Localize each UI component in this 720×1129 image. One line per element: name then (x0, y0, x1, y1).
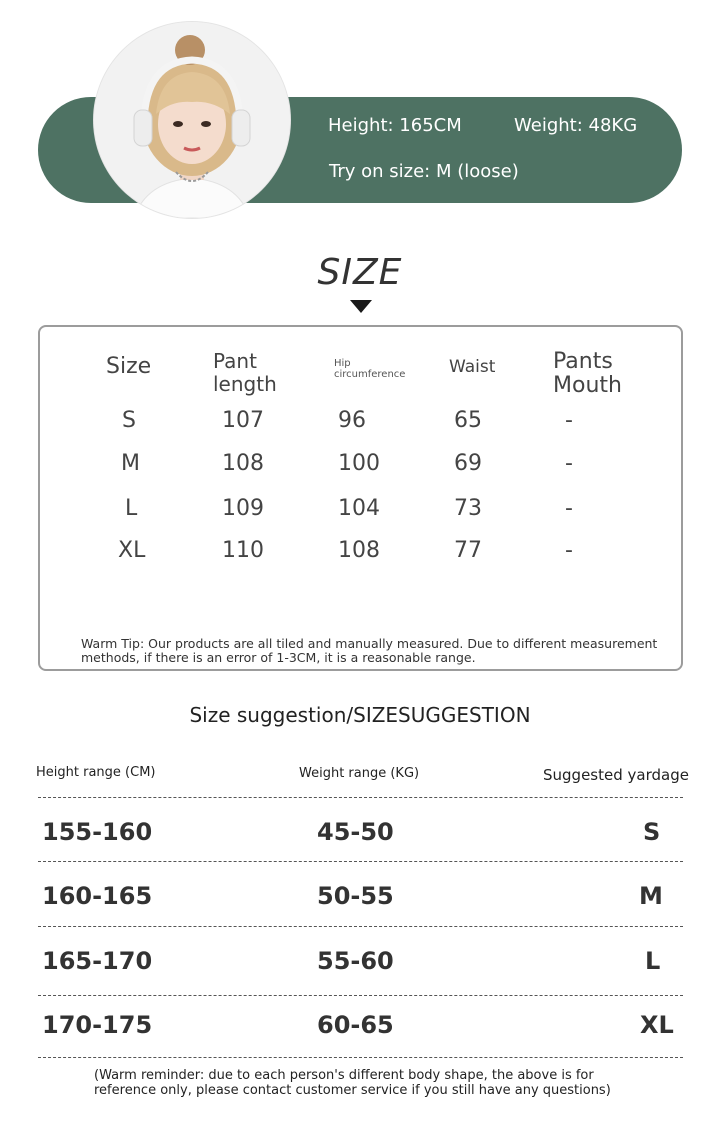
measurement-tip: Warm Tip: Our products are all tiled and manually measured. Due to different measurement methods, if there is an error of 1-3CM, it is a reasonable range. (81, 636, 658, 665)
header-height-range: Height range (CM) (36, 765, 156, 780)
size-header-hip: Hip circumference (334, 358, 406, 380)
table-cell-hip: 108 (338, 538, 380, 563)
suggestion-size-value: XL (640, 1011, 674, 1039)
warm-reminder: (Warm reminder: due to each person's different body shape, the above is for reference only, please contact customer service if you still have any questions) (94, 1068, 611, 1098)
table-cell-size: XL (118, 538, 146, 563)
table-cell-waist: 73 (454, 496, 482, 521)
table-cell-waist: 77 (454, 538, 482, 563)
table-cell-pants-mouth: - (565, 408, 573, 433)
table-cell-size: M (121, 451, 140, 476)
suggestion-size-value: S (643, 818, 661, 846)
table-cell-size: S (122, 408, 136, 433)
model-weight: Weight: 48KG (514, 115, 638, 136)
suggestion-weight-value: 45-50 (317, 818, 394, 846)
model-portrait-illustration (94, 22, 290, 218)
table-cell-hip: 96 (338, 408, 366, 433)
suggestion-weight-value: 50-55 (317, 882, 394, 910)
suggestion-height-value: 160-165 (42, 882, 153, 910)
table-cell-hip: 100 (338, 451, 380, 476)
model-height: Height: 165CM (328, 115, 462, 136)
table-cell-waist: 65 (454, 408, 482, 433)
table-cell-pants-mouth: - (565, 496, 573, 521)
dashed-divider (38, 926, 683, 927)
table-cell-pant-length: 110 (222, 538, 264, 563)
header-weight-range: Weight range (KG) (299, 766, 420, 781)
table-cell-waist: 69 (454, 451, 482, 476)
suggestion-height-value: 170-175 (42, 1011, 153, 1039)
table-cell-pant-length: 108 (222, 451, 264, 476)
dashed-divider (38, 1057, 683, 1058)
size-header-pant-length: Pant length (213, 349, 277, 396)
table-cell-pant-length: 109 (222, 496, 264, 521)
suggestion-size-value: L (645, 947, 661, 975)
suggestion-height-value: 165-170 (42, 947, 153, 975)
table-cell-hip: 104 (338, 496, 380, 521)
table-cell-pants-mouth: - (565, 538, 573, 563)
size-header-size: Size (106, 354, 152, 379)
model-try-on-size: Try on size: M (loose) (329, 161, 519, 182)
dashed-divider (38, 995, 683, 996)
suggestion-weight-value: 55-60 (317, 947, 394, 975)
dashed-divider (38, 797, 683, 798)
size-header-pants-mouth: Pants Mouth (553, 349, 622, 398)
down-triangle-icon (350, 300, 372, 313)
suggestion-weight-value: 60-65 (317, 1011, 394, 1039)
size-section-title: SIZE (317, 252, 403, 293)
table-cell-size: L (125, 496, 138, 521)
dashed-divider (38, 861, 683, 862)
model-avatar (94, 22, 290, 218)
suggestion-height-value: 155-160 (42, 818, 153, 846)
table-cell-pants-mouth: - (565, 451, 573, 476)
header-suggested-yardage: Suggested yardage (543, 766, 689, 784)
size-header-waist: Waist (449, 357, 496, 377)
size-suggestion-title: Size suggestion/SIZESUGGESTION (189, 703, 531, 727)
suggestion-size-value: M (639, 882, 663, 910)
table-cell-pant-length: 107 (222, 408, 264, 433)
